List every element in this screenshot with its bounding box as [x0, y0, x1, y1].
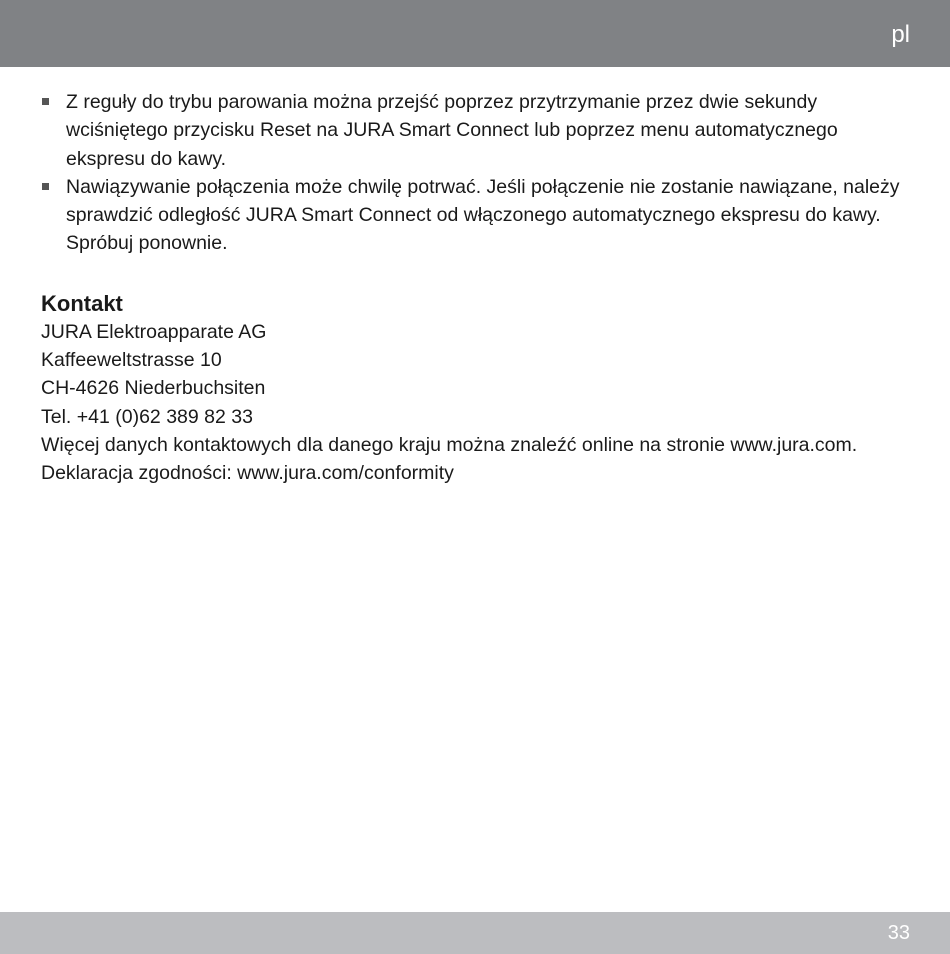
language-label: pl — [891, 21, 910, 48]
list-item — [41, 88, 921, 173]
header-bar — [0, 0, 950, 67]
page-number: 33 — [887, 922, 910, 944]
phone-number: Tel. +41 (0)62 389 82 33 — [41, 405, 253, 428]
bullet-text: Nawiązywanie połączenia może chwilę potrwać. Jeśli połączenie nie zostanie nawiązane, należy sprawdzić odległość JURA Smart Connect od włączonego automatycznego ekspresu do kawy. Spróbuj ponownie. — [66, 175, 900, 255]
company-name: JURA Elektroapparate AG — [41, 320, 267, 343]
street-address: Kaffeeweltstrasse 10 — [41, 349, 222, 372]
conformity-declaration: Deklaracja zgodności: www.jura.com/conformity — [41, 462, 454, 485]
bullet-list — [41, 88, 921, 258]
section-title: Kontakt — [41, 290, 123, 316]
list-item — [41, 173, 921, 258]
bullet-text: Z reguły do trybu parowania można przejść poprzez przytrzymanie przez dwie sekundy wciśniętego przycisku Reset na JURA Smart Connect lub poprzez menu automatycznego ekspresu do kawy. — [66, 91, 838, 170]
square-bullet-icon — [42, 183, 49, 190]
square-bullet-icon — [42, 98, 49, 105]
page-content — [41, 88, 921, 488]
footer-bar — [0, 912, 950, 954]
city-address: CH-4626 Niederbuchsiten — [41, 377, 266, 400]
more-contact-info: Więcej danych kontaktowych dla danego kraju można znaleźć online na stronie www.jura.com. — [41, 433, 858, 456]
